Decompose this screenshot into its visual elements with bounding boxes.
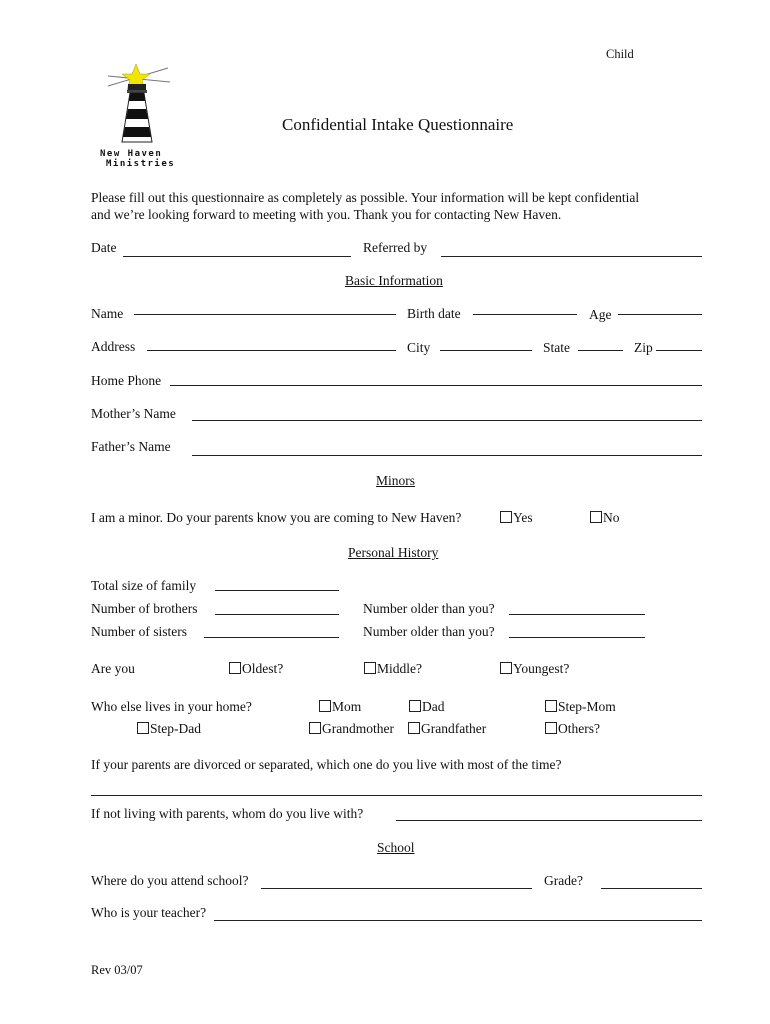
step-mom-option[interactable] [545, 699, 616, 715]
state-field[interactable] [578, 350, 623, 351]
step-dad-option[interactable] [137, 721, 201, 737]
dad-option[interactable] [409, 699, 445, 715]
grade-field[interactable] [601, 888, 702, 889]
family-size-label: Total size of family [91, 578, 197, 593]
minor-no-option[interactable] [590, 510, 620, 526]
others-option[interactable] [545, 721, 600, 737]
revision-label: Rev 03/07 [91, 963, 143, 977]
mom-option[interactable] [319, 699, 361, 715]
personal-history-heading: Personal History [348, 545, 439, 560]
grandmother-label: Grandmother [322, 721, 394, 736]
not-living-answer-field[interactable] [396, 820, 702, 821]
dad-label: Dad [422, 699, 445, 714]
sisters-older-label: Number older than you? [363, 624, 495, 639]
not-living-question: If not living with parents, whom do you live with? [91, 806, 364, 821]
checkbox-icon[interactable] [500, 511, 512, 523]
middle-option[interactable] [364, 661, 422, 677]
address-field[interactable] [147, 350, 396, 351]
brothers-older-field[interactable] [509, 614, 645, 615]
brothers-older-label: Number older than you? [363, 601, 495, 616]
grandfather-label: Grandfather [421, 721, 487, 736]
mothers-name-field[interactable] [192, 420, 702, 421]
city-label: City [407, 340, 431, 355]
are-you-label: Are you [91, 661, 135, 676]
age-label: Age [589, 307, 612, 322]
sisters-older-field[interactable] [509, 637, 645, 638]
grade-label: Grade? [544, 873, 583, 888]
referred-by-field[interactable] [441, 256, 702, 257]
basic-info-heading: Basic Information [345, 273, 443, 288]
oldest-label: Oldest? [242, 661, 284, 676]
checkbox-icon[interactable] [545, 722, 557, 734]
minor-no-label: No [603, 510, 620, 525]
minor-question: I am a minor. Do your parents know you are coming to New Haven? [91, 510, 462, 525]
mom-label: Mom [332, 699, 362, 714]
youngest-option[interactable] [500, 661, 569, 677]
home-phone-field[interactable] [170, 385, 702, 386]
sisters-label: Number of sisters [91, 624, 187, 639]
checkbox-icon[interactable] [409, 700, 421, 712]
city-field[interactable] [440, 350, 532, 351]
oldest-option[interactable] [229, 661, 283, 677]
checkbox-icon[interactable] [545, 700, 557, 712]
teacher-field[interactable] [214, 920, 702, 921]
divorced-question: If your parents are divorced or separated, which one do you live with most of the time? [91, 757, 562, 772]
checkbox-icon[interactable] [309, 722, 321, 734]
brothers-field[interactable] [215, 614, 339, 615]
fathers-name-field[interactable] [192, 455, 702, 456]
minors-heading: Minors [376, 473, 416, 488]
intro-line-2: and we’re looking forward to meeting with you. Thank you for contacting New Haven. [91, 207, 562, 222]
zip-field[interactable] [656, 350, 702, 351]
others-label: Others? [558, 721, 600, 736]
school-where-field[interactable] [261, 888, 532, 889]
step-dad-label: Step-Dad [150, 721, 201, 736]
name-label: Name [91, 306, 124, 321]
new-haven-logo [100, 62, 184, 169]
date-label: Date [91, 240, 117, 255]
family-size-field[interactable] [215, 590, 339, 591]
step-mom-label: Step-Mom [558, 699, 616, 714]
checkbox-icon[interactable] [137, 722, 149, 734]
minor-yes-label: Yes [513, 510, 533, 525]
mothers-name-label: Mother’s Name [91, 406, 176, 421]
sisters-field[interactable] [204, 637, 339, 638]
page-title: Confidential Intake Questionnaire [282, 115, 514, 134]
fathers-name-label: Father’s Name [91, 439, 171, 454]
teacher-label: Who is your teacher? [91, 905, 207, 920]
minor-yes-option[interactable] [500, 510, 533, 526]
lighthouse-icon [100, 62, 184, 148]
name-field[interactable] [134, 314, 396, 315]
school-heading: School [377, 840, 415, 855]
birth-date-field[interactable] [473, 314, 577, 315]
state-label: State [543, 340, 570, 355]
youngest-label: Youngest? [513, 661, 570, 676]
checkbox-icon[interactable] [590, 511, 602, 523]
brothers-label: Number of brothers [91, 601, 198, 616]
date-field[interactable] [123, 256, 351, 257]
logo-text-line2: Ministries [106, 159, 176, 169]
checkbox-icon[interactable] [364, 662, 376, 674]
age-field[interactable] [618, 314, 702, 315]
home-phone-label: Home Phone [91, 373, 162, 388]
zip-label: Zip [634, 340, 653, 355]
logo-text-line1: New Haven [100, 149, 163, 159]
school-where-label: Where do you attend school? [91, 873, 249, 888]
checkbox-icon[interactable] [319, 700, 331, 712]
birth-date-label: Birth date [407, 306, 461, 321]
middle-label: Middle? [377, 661, 422, 676]
checkbox-icon[interactable] [500, 662, 512, 674]
checkbox-icon[interactable] [229, 662, 241, 674]
referred-by-label: Referred by [363, 240, 428, 255]
who-else-label: Who else lives in your home? [91, 699, 252, 714]
checkbox-icon[interactable] [408, 722, 420, 734]
form-type-label: Child [606, 47, 634, 61]
grandfather-option[interactable] [408, 721, 486, 737]
grandmother-option[interactable] [309, 721, 394, 737]
address-label: Address [91, 339, 136, 354]
intro-line-1: Please fill out this questionnaire as completely as possible. Your information will be kept confidential [91, 190, 640, 205]
divorced-answer-field[interactable] [91, 795, 702, 796]
